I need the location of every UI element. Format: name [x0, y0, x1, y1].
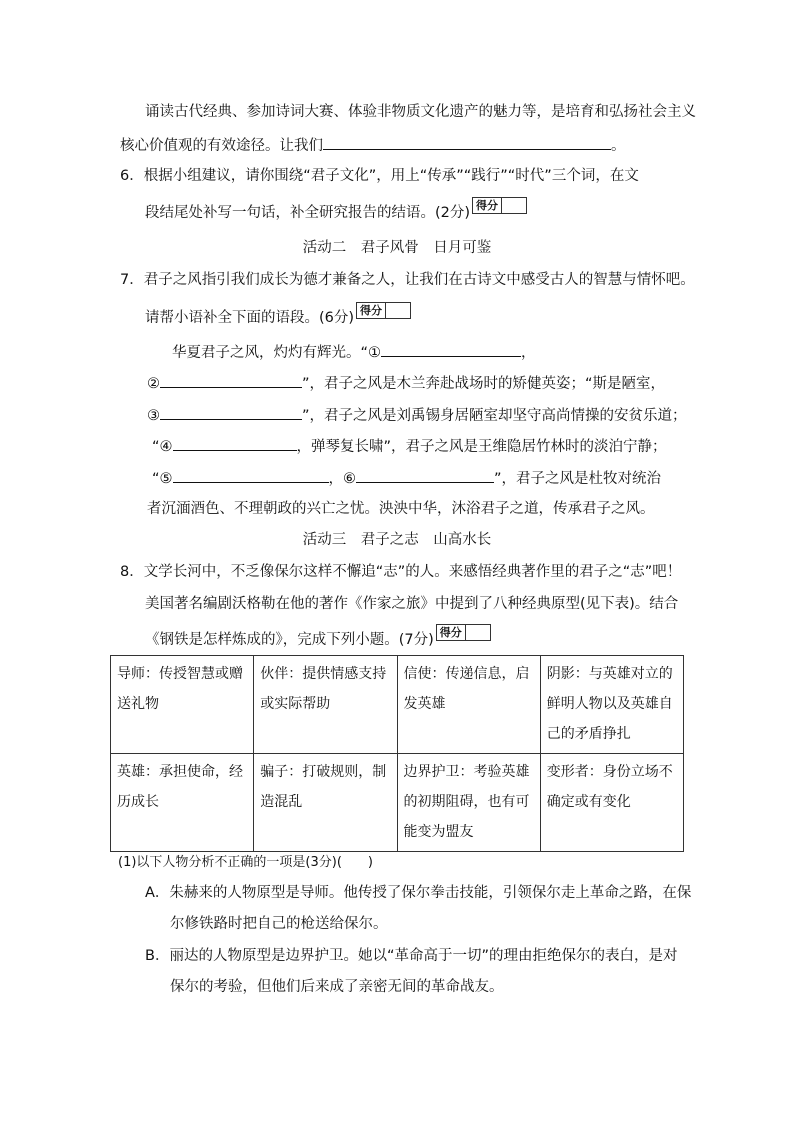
q7-p5-mid: ，⑥: [328, 471, 357, 487]
activity3-heading: 活动三 君子之志 山高水长: [302, 532, 492, 548]
activity2-heading: 活动二 君子风骨 日月可鉴: [302, 240, 492, 256]
q7-p3-text: ”，君子之风是刘禹锡身居陋室却坚守高尚情操的安贫乐道；: [302, 408, 687, 424]
q7-line-2: [145, 304, 411, 328]
intro-line-2: [120, 135, 626, 156]
intro-line-2-suffix: 。: [611, 138, 626, 154]
table-cell: 伙伴：提供情感支持或实际帮助: [254, 656, 397, 754]
score-label: 得分: [437, 625, 466, 640]
q7-p3-mark: ③: [147, 408, 160, 424]
q7-p2-text: ”，君子之风是木兰奔赴战场时的矫健英姿；“斯是陋室，: [302, 376, 666, 392]
q6-line-2: [145, 199, 527, 223]
q8-line-2: 美国著名编剧沃格勒在他的著作《作家之旅》中提到了八种经典原型(见下表)。结合: [145, 596, 679, 612]
q7-passage-line-5: [152, 468, 661, 489]
blank-4[interactable]: [173, 436, 297, 451]
table-cell: 阴影：与英雄对立的鲜明人物以及英雄自己的矛盾挣扎: [540, 656, 683, 754]
blank-5[interactable]: [173, 468, 329, 483]
q7-p4-mark: “④: [152, 439, 173, 455]
table-cell: 导师：传授智慧或赠送礼物: [111, 656, 254, 754]
blank-2[interactable]: [160, 373, 302, 388]
table-row: [111, 656, 684, 754]
q7-passage-line-2: [147, 373, 665, 394]
archetype-table: [110, 655, 684, 852]
q7-p1-end: ，: [521, 345, 536, 361]
table-cell: 信使：传递信息，启发英雄: [397, 656, 540, 754]
option-a-line-2: 尔修铁路时把自己的枪送给保尔。: [170, 916, 388, 932]
q6-line-2-text: 段结尾处补写一句话，补全研究报告的结语。(2分): [145, 205, 471, 221]
q8-line-3-text: 《钢铁是怎样炼成的》，完成下列小题。(7分): [145, 632, 434, 648]
table-cell: 变形者：身份立场不确定或有变化: [540, 754, 683, 852]
table-cell: 英雄：承担使命，经历成长: [111, 754, 254, 852]
q8-line-3: [145, 626, 491, 650]
q7-p2-mark: ②: [147, 376, 160, 392]
q7-p4-text: ，弹琴复长啸”，君子之风是王维隐居竹林时的淡泊宁静；: [296, 439, 667, 455]
q7-passage-line-6: 者沉湎酒色、不理朝政的兴亡之忧。泱泱中华，沐浴君子之道，传承君子之风。: [147, 501, 655, 517]
score-label: 得分: [357, 303, 386, 318]
intro-line-2-prefix: 核心价值观的有效途径。让我们: [120, 138, 323, 154]
blank-6[interactable]: [356, 468, 494, 483]
sub1-stem: (1)以下人物分析不正确的一项是(3分)( ): [118, 855, 373, 870]
q7-p5-text: ”，君子之风是杜牧对统治: [494, 471, 662, 487]
q7-p5-mark: “⑤: [152, 471, 173, 487]
q7-passage-line-1: [172, 342, 536, 363]
blank-1[interactable]: [381, 342, 521, 357]
q7-passage-line-3: [147, 405, 687, 426]
q7-score-box: [356, 302, 411, 319]
q6-line-1: 6．根据小组建议，请你围绕“君子文化”，用上“传承”“践行”“时代”三个词，在文: [120, 168, 639, 184]
option-b-line-2: 保尔的考验，但他们后来成了亲密无间的革命战友。: [170, 979, 504, 995]
q6-score-box: [472, 197, 527, 214]
intro-answer-blank[interactable]: [323, 135, 611, 150]
table-cell: 骗子：打破规则，制造混乱: [254, 754, 397, 852]
q7-p1-text: 华夏君子之风，灼灼有辉光。“①: [172, 345, 382, 361]
q8-score-box: [436, 624, 491, 641]
q8-line-1: 8．文学长河中，不乏像保尔这样不懈追“志”的人。来感悟经典著作里的君子之“志”吧！: [120, 564, 682, 580]
option-b-line-1[interactable]: B．丽达的人物原型是边界护卫。她以“革命高于一切”的理由拒绝保尔的表白，是对: [145, 948, 678, 964]
q7-passage-line-4: [152, 436, 667, 457]
option-a-line-1[interactable]: A．朱赫来的人物原型是导师。他传授了保尔拳击技能，引领保尔走上革命之路，在保: [145, 885, 692, 901]
table-row: [111, 754, 684, 852]
score-label: 得分: [473, 198, 502, 213]
table-cell: 边界护卫：考验英雄的初期阻碍，也有可能变为盟友: [397, 754, 540, 852]
blank-3[interactable]: [160, 405, 302, 420]
q7-line-2-text: 请帮小语补全下面的语段。(6分): [145, 310, 355, 326]
q7-line-1: 7．君子之风指引我们成长为德才兼备之人，让我们在古诗文中感受古人的智慧与情怀吧。: [120, 272, 695, 288]
intro-line-1: 诵读古代经典、参加诗词大赛、体验非物质文化遗产的魅力等，是培育和弘扬社会主义: [145, 104, 696, 120]
